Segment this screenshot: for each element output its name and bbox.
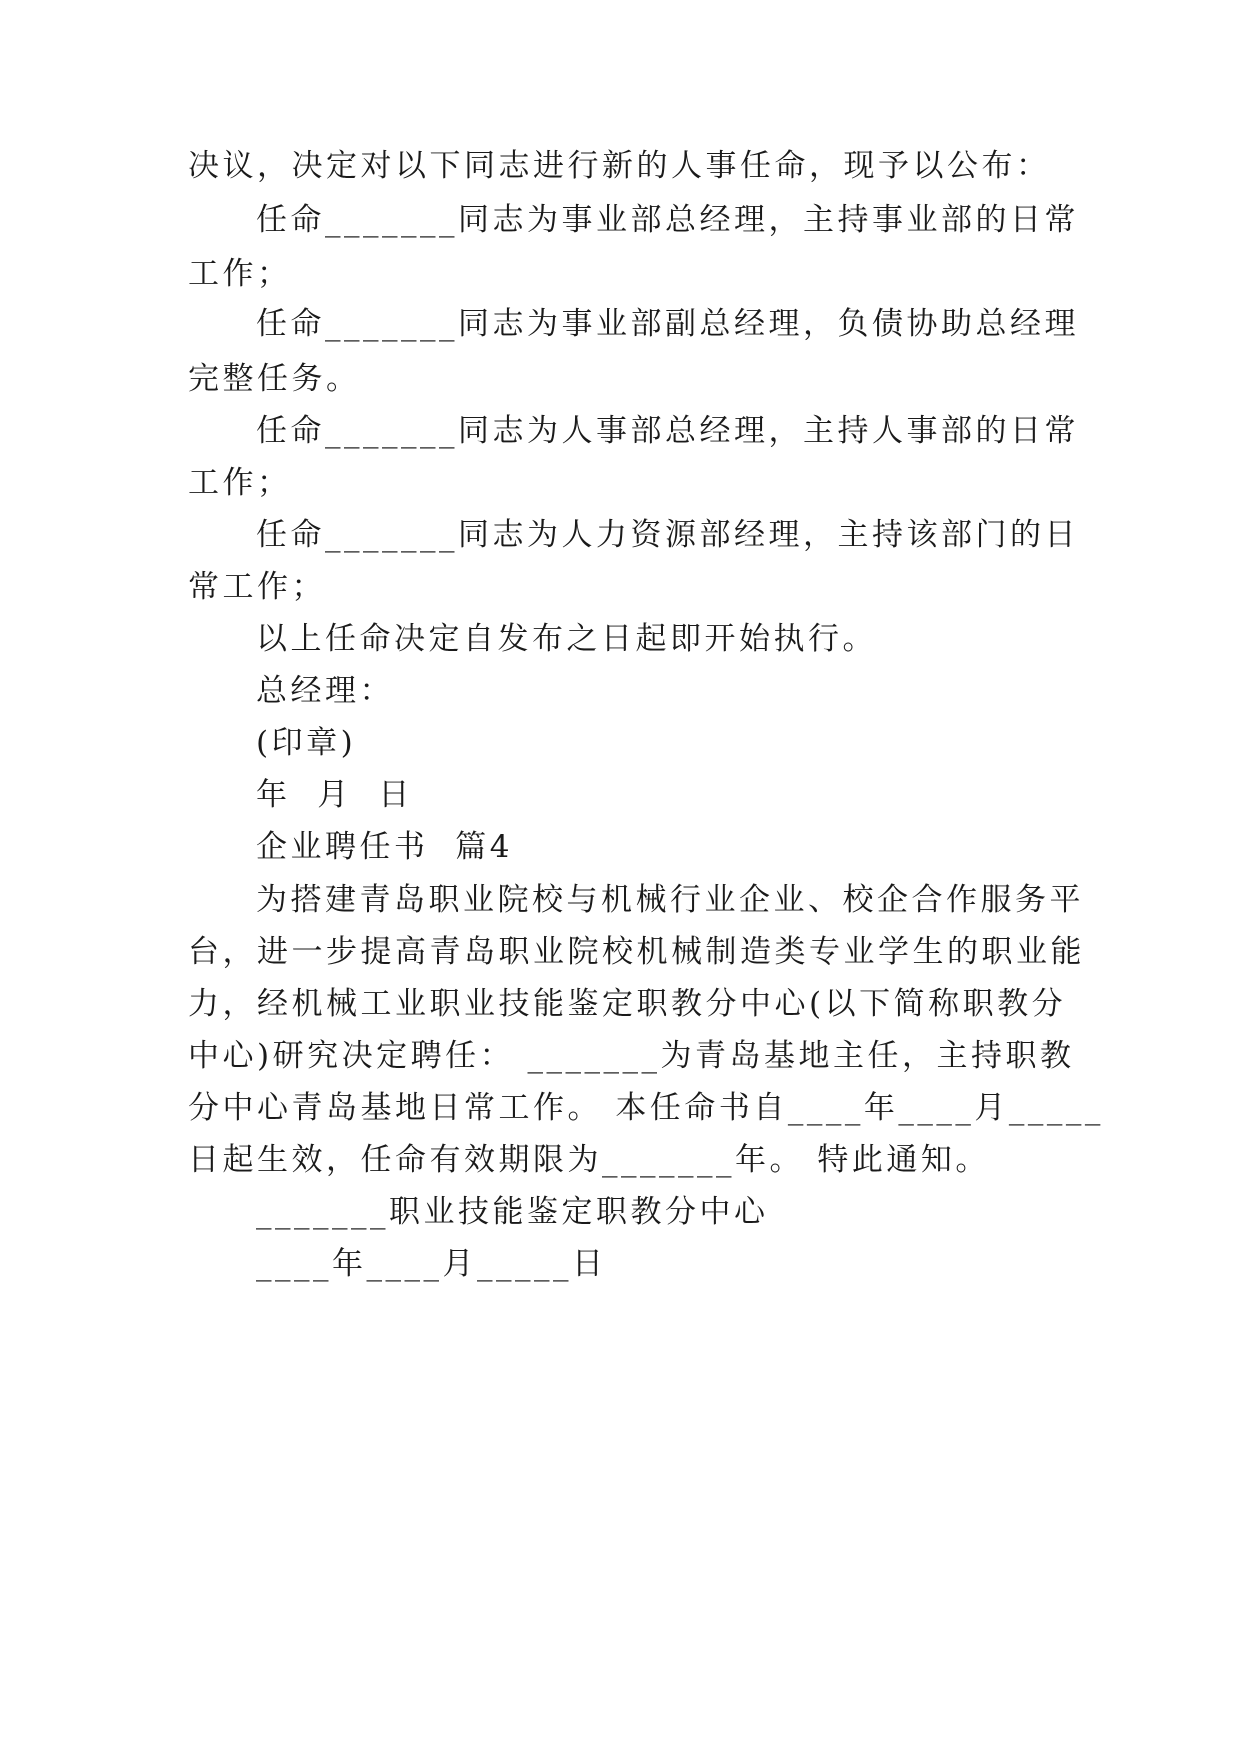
text-line: 任命_______同志为人力资源部经理，主持该部门的日 — [256, 517, 1079, 553]
text-line: (印章) — [256, 725, 357, 761]
text-line: 任命_______同志为事业部总经理，主持事业部的日常 — [256, 202, 1079, 238]
text-line: 以上任命决定自发布之日起即开始执行。 — [256, 621, 877, 657]
text-line: 任命_______同志为人事部总经理，主持人事部的日常 — [256, 413, 1079, 449]
text-line: 年 月 日 — [256, 777, 413, 813]
text-line: 力，经机械工业职业技能鉴定职教分中心(以下简称职教分 — [188, 986, 1067, 1022]
text-line: 分中心青岛基地日常工作。 本任命书自____年____月_____ — [188, 1090, 1104, 1126]
text-line: 总经理： — [256, 673, 394, 709]
text-line: 工作； — [188, 256, 292, 292]
section-heading: 企业聘任书 篇4 — [256, 829, 513, 865]
text-line: 日起生效，任命有效期限为_______年。 特此通知。 — [188, 1142, 990, 1178]
text-line: 中心)研究决定聘任： _______为青岛基地主任，主持职教 — [188, 1038, 1075, 1074]
text-line: 工作； — [188, 465, 292, 501]
signature-org: _______职业技能鉴定职教分中心 — [256, 1194, 769, 1230]
text-line: 决议，决定对以下同志进行新的人事任命，现予以公布： — [188, 148, 1051, 184]
text-line: 常工作； — [188, 569, 326, 605]
text-line: 任命_______同志为事业部副总经理，负债协助总经理 — [256, 306, 1079, 342]
text-line: 完整任务。 — [188, 361, 361, 397]
text-line: 为搭建青岛职业院校与机械行业企业、校企合作服务平 — [256, 882, 1084, 918]
text-line: 台，进一步提高青岛职业院校机械制造类专业学生的职业能 — [188, 934, 1085, 970]
signature-date: ____年____月_____日 — [256, 1246, 607, 1282]
